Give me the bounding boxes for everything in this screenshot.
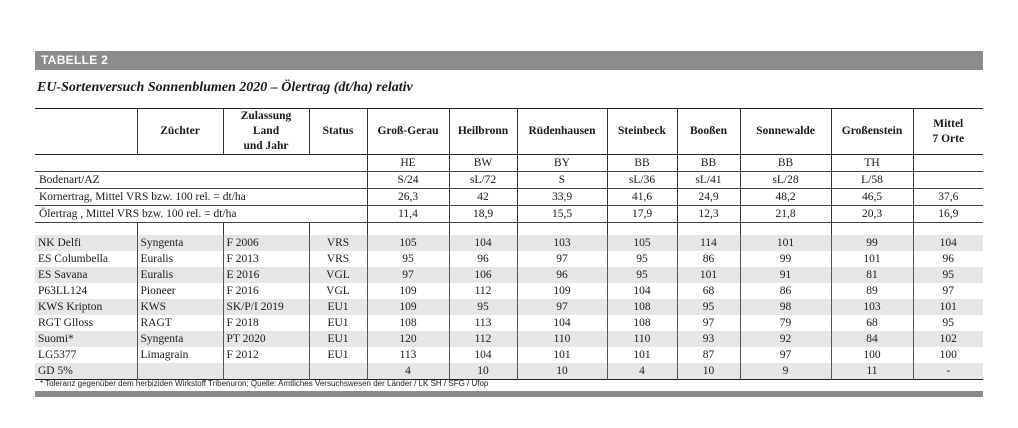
variety-approval: E 2016	[223, 267, 309, 283]
variety-value: 81	[831, 267, 913, 283]
gd-cell: 9	[740, 363, 831, 380]
header-row	[35, 109, 983, 155]
variety-value: 99	[740, 251, 831, 267]
variety-value: 101	[831, 251, 913, 267]
variety-mean: 95	[913, 267, 983, 283]
grain-yield-label: Kornertrag, Mittel VRS bzw. 100 rel. = dt/ha	[35, 189, 367, 206]
variety-value: 92	[740, 331, 831, 347]
soil-row	[35, 172, 983, 189]
variety-value: 95	[607, 251, 677, 267]
variety-value: 103	[517, 235, 607, 251]
soil-cell: sL/36	[607, 172, 677, 189]
oil-yield-cell: 20,3	[831, 206, 913, 223]
variety-approval: SK/P/I 2019	[223, 299, 309, 315]
variety-value: 103	[831, 299, 913, 315]
variety-breeder: Syngenta	[137, 331, 223, 347]
table-row	[35, 283, 983, 299]
state-cell: BW	[449, 155, 517, 172]
variety-value: 112	[449, 331, 517, 347]
grain-yield-cell: 33,9	[517, 189, 607, 206]
grain-yield-cell: 24,9	[677, 189, 740, 206]
variety-mean: 104	[913, 235, 983, 251]
grain-yield-cell: 42	[449, 189, 517, 206]
spacer-cell	[223, 223, 309, 236]
grain-yield-cell: 26,3	[367, 189, 449, 206]
variety-value: 95	[677, 299, 740, 315]
gd-label: GD 5%	[35, 363, 137, 380]
variety-mean: 100	[939, 348, 957, 361]
variety-value: 112	[449, 283, 517, 299]
variety-breeder: Limagrain	[137, 347, 223, 363]
soil-cell: S	[517, 172, 607, 189]
variety-status: EU1	[309, 331, 367, 347]
variety-name: LG5377	[35, 347, 137, 363]
variety-name: Suomi*	[35, 331, 137, 347]
variety-value: 99	[831, 235, 913, 251]
gd-cell: 4	[607, 363, 677, 380]
variety-value: 108	[607, 299, 677, 315]
oil-yield-cell: 18,9	[449, 206, 517, 223]
variety-mean: 97	[942, 284, 954, 297]
variety-mean: 101	[913, 299, 983, 315]
soil-cell: sL/28	[740, 172, 831, 189]
variety-breeder: Syngenta	[137, 235, 223, 251]
soil-cell: sL/72	[449, 172, 517, 189]
variety-value: 97	[740, 347, 831, 363]
variety-value: 105	[367, 235, 449, 251]
variety-value: 97	[367, 267, 449, 283]
variety-value: 104	[449, 347, 517, 363]
variety-value: 96	[517, 267, 607, 283]
variety-status: EU1	[309, 347, 367, 363]
header-breeder: Züchter	[137, 109, 223, 155]
table-row	[35, 235, 983, 251]
state-cell: BB	[740, 155, 831, 172]
variety-breeder: RAGT	[137, 315, 223, 331]
variety-value: 97	[517, 251, 607, 267]
variety-status: VGL	[309, 267, 367, 283]
variety-value: 109	[517, 283, 607, 299]
header-location: Steinbeck	[607, 109, 677, 155]
variety-value: 100	[831, 347, 913, 363]
state-cell: TH	[831, 155, 913, 172]
state-cell: BB	[677, 155, 740, 172]
soil-cell: S/24	[367, 172, 449, 189]
variety-approval: F 2012	[223, 347, 309, 363]
spacer-row	[35, 223, 983, 236]
spacer-cell	[831, 223, 913, 236]
header-variety	[35, 109, 137, 155]
oil-yield-cell: 11,4	[367, 206, 449, 223]
gd-cell: 11	[831, 363, 913, 380]
variety-mean: 95	[942, 316, 954, 329]
variety-value: 95	[607, 267, 677, 283]
variety-value: 68	[831, 315, 913, 331]
variety-value: 101	[607, 347, 677, 363]
variety-value: 87	[677, 347, 740, 363]
bottom-bar	[35, 391, 983, 397]
variety-value: 104	[607, 283, 677, 299]
footnote: * Toleranz gegenüber dem herbiziden Wirkstoff Tribenuron; Quelle: Amtliches Versuchswesen der Länder / LK SH / SFG / Ufop	[40, 379, 489, 388]
variety-approval: F 2006	[223, 235, 309, 251]
header-location: Großenstein	[831, 109, 913, 155]
variety-value: 113	[449, 315, 517, 331]
spacer-cell	[913, 223, 983, 236]
variety-mean: 102	[913, 331, 983, 347]
gd-mean: -	[913, 363, 983, 380]
variety-value: 105	[607, 235, 677, 251]
grain-yield-mean: 37,6	[913, 189, 983, 206]
variety-value: 98	[740, 299, 831, 315]
variety-value: 114	[677, 235, 740, 251]
variety-approval: PT 2020	[223, 331, 309, 347]
header-status: Status	[309, 109, 367, 155]
gd-empty	[137, 363, 223, 380]
table-label: TABELLE 2	[41, 53, 109, 67]
spacer-cell	[309, 223, 367, 236]
variety-status: EU1	[309, 315, 367, 331]
variety-value: 106	[449, 267, 517, 283]
table-title: EU-Sortenversuch Sonnenblumen 2020 – Ölertrag (dt/ha) relativ	[37, 80, 413, 95]
table-row	[35, 347, 983, 363]
variety-name: P63LL124	[35, 283, 137, 299]
gd-cell: 10	[677, 363, 740, 380]
variety-value: 93	[677, 331, 740, 347]
soil-label: Bodenart/AZ	[35, 172, 367, 189]
variety-value: 109	[367, 283, 449, 299]
variety-value: 101	[517, 347, 607, 363]
header-approval: Zulassung Land und Jahr	[223, 109, 309, 155]
variety-value: 101	[740, 235, 831, 251]
variety-value: 120	[367, 331, 449, 347]
gd-empty	[309, 363, 367, 380]
oil-yield-cell: 12,3	[677, 206, 740, 223]
gd-cell: 10	[449, 363, 517, 380]
variety-status: VRS	[309, 251, 367, 267]
state-cell: HE	[367, 155, 449, 172]
oil-yield-mean: 16,9	[913, 206, 983, 223]
state-label	[35, 155, 367, 172]
spacer-cell	[367, 223, 449, 236]
variety-value: 84	[831, 331, 913, 347]
spacer-cell	[677, 223, 740, 236]
oil-yield-row	[35, 206, 983, 223]
variety-status: VGL	[309, 283, 367, 299]
variety-value: 104	[517, 315, 607, 331]
variety-value: 91	[740, 267, 831, 283]
variety-name: RGT Glloss	[35, 315, 137, 331]
state-row	[35, 155, 983, 172]
spacer-cell	[517, 223, 607, 236]
grain-yield-cell: 41,6	[607, 189, 677, 206]
spacer-cell	[449, 223, 517, 236]
results-table	[35, 108, 983, 380]
table-label-bar	[35, 51, 983, 70]
soil-cell: L/58	[831, 172, 913, 189]
variety-breeder: KWS	[137, 299, 223, 315]
grain-yield-cell: 48,2	[740, 189, 831, 206]
variety-value: 110	[607, 331, 677, 347]
variety-value: 89	[831, 283, 913, 299]
header-location: Sonnewalde	[740, 109, 831, 155]
variety-value: 95	[449, 299, 517, 315]
oil-yield-label: Ölertrag , Mittel VRS bzw. 100 rel. = dt/ha	[35, 206, 367, 223]
header-location: Booßen	[677, 109, 740, 155]
variety-value: 97	[677, 315, 740, 331]
spacer-cell	[740, 223, 831, 236]
variety-mean: 96	[942, 252, 954, 265]
variety-value: 110	[517, 331, 607, 347]
variety-value: 86	[740, 283, 831, 299]
variety-value: 104	[449, 235, 517, 251]
variety-status: EU1	[309, 299, 367, 315]
state-mean	[913, 155, 983, 172]
table-row	[35, 315, 983, 331]
soil-cell: sL/41	[677, 172, 740, 189]
variety-value: 108	[607, 315, 677, 331]
table-row	[35, 267, 983, 283]
gd-cell: 4	[367, 363, 449, 380]
variety-value: 95	[367, 251, 449, 267]
variety-value: 79	[740, 315, 831, 331]
soil-mean	[913, 172, 983, 189]
spacer-cell	[607, 223, 677, 236]
oil-yield-cell: 17,9	[607, 206, 677, 223]
grain-yield-row	[35, 189, 983, 206]
table-row	[35, 331, 983, 347]
variety-name: ES Savana	[35, 267, 137, 283]
grain-yield-cell: 46,5	[831, 189, 913, 206]
variety-value: 108	[367, 315, 449, 331]
variety-status: VRS	[309, 235, 367, 251]
variety-value: 68	[677, 283, 740, 299]
table-row	[35, 251, 983, 267]
gd-empty	[223, 363, 309, 380]
gd-row	[35, 363, 983, 380]
oil-yield-cell: 15,5	[517, 206, 607, 223]
variety-approval: F 2016	[223, 283, 309, 299]
header-location: Groß-Gerau	[367, 109, 449, 155]
variety-value: 113	[367, 347, 449, 363]
table-row	[35, 299, 983, 315]
variety-approval: F 2018	[223, 315, 309, 331]
variety-breeder: Euralis	[137, 251, 223, 267]
header-mean: Mittel 7 Orte	[932, 117, 965, 145]
oil-yield-cell: 21,8	[740, 206, 831, 223]
variety-value: 96	[449, 251, 517, 267]
variety-value: 101	[677, 267, 740, 283]
spacer-cell	[137, 223, 223, 236]
state-cell: BY	[517, 155, 607, 172]
variety-breeder: Euralis	[137, 267, 223, 283]
variety-value: 109	[367, 299, 449, 315]
state-cell: BB	[607, 155, 677, 172]
variety-value: 86	[677, 251, 740, 267]
variety-name: NK Delfi	[35, 235, 137, 251]
header-location: Rüdenhausen	[517, 109, 607, 155]
variety-name: ES Columbella	[35, 251, 137, 267]
gd-cell: 10	[517, 363, 607, 380]
variety-approval: F 2013	[223, 251, 309, 267]
variety-breeder: Pioneer	[137, 283, 223, 299]
variety-name: KWS Kripton	[35, 299, 137, 315]
spacer-cell	[35, 223, 137, 236]
variety-value: 97	[517, 299, 607, 315]
header-location: Heilbronn	[449, 109, 517, 155]
